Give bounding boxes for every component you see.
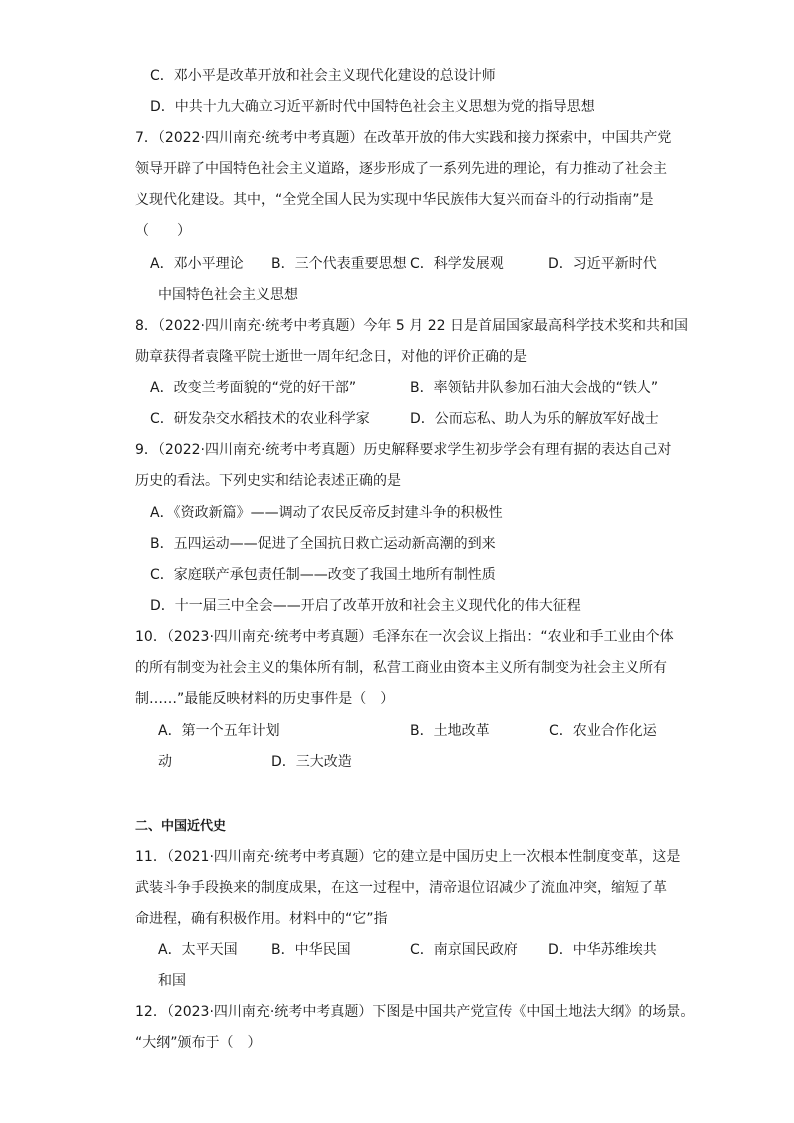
q10-option-d: D．三大改造 [271, 754, 352, 770]
q10-option-b: B．土地改革 [410, 723, 490, 739]
q11-option-d-continued: 和国 [158, 973, 186, 989]
section-heading-modern-history: 二、中国近代史 [135, 819, 227, 834]
q7-option-d: D．习近平新时代 [548, 256, 657, 272]
q10-stem-line-1: 10．（2023·四川南充·统考中考真题）毛泽东在一次会议上指出：“农业和手工业由个体 [135, 629, 674, 645]
q7-stem-line-2: 领导开辟了中国特色社会主义道路，逐步形成了一系列先进的理论，有力推动了社会主 [135, 161, 667, 177]
q9-option-a: A．《资政新篇》——调动了农民反帝反封建斗争的积极性 [150, 505, 503, 521]
q11-stem-line-1: 11．（2021·四川南充·统考中考真题）它的建立是中国历史上一次根本性制度变革，这是 [135, 849, 681, 865]
q10-option-a: A．第一个五年计划 [158, 723, 280, 739]
q12-stem-line-2: “大纲”颁布于（ ） [135, 1035, 262, 1051]
q7-stem-line-3: 义现代化建设。其中，“全党全国人民为实现中华民族伟大复兴而奋斗的行动指南”是 [135, 192, 654, 208]
q9-option-c: C．家庭联产承包责任制——改变了我国土地所有制性质 [150, 567, 496, 583]
q11-option-c: C．南京国民政府 [410, 942, 518, 958]
q10-stem-line-2: 的所有制变为社会主义的集体所有制，私营工商业由资本主义所有制变为社会主义所有 [135, 660, 667, 676]
q9-option-d: D．十一届三中全会——开启了改革开放和社会主义现代化的伟大征程 [150, 598, 581, 614]
q9-stem-line-1: 9．（2022·四川南充·统考中考真题）历史解释要求学生初步学会有理有据的表达自己对 [135, 442, 672, 458]
q8-option-b: B．率领钻井队参加石油大会战的“铁人” [410, 380, 659, 396]
q8-stem-line-2: 勋章获得者袁隆平院士逝世一周年纪念日，对他的评价正确的是 [135, 349, 527, 365]
q7-stem-line-4: （ ） [135, 223, 191, 239]
q8-option-c: C．研发杂交水稻技术的农业科学家 [150, 411, 370, 427]
q11-stem-line-3: 命进程，确有积极作用。材料中的“它”指 [135, 911, 388, 927]
q7-stem-line-1: 7．（2022·四川南充·统考中考真题）在改革开放的伟大实践和接力探索中，中国共产党 [135, 130, 672, 146]
prev-option-d: D．中共十九大确立习近平新时代中国特色社会主义思想为党的指导思想 [150, 99, 595, 115]
q11-option-a: A．太平天国 [158, 942, 238, 958]
prev-option-c: C．邓小平是改革开放和社会主义现代化建设的总设计师 [150, 68, 496, 84]
q8-stem-line-1: 8．（2022·四川南充·统考中考真题）今年 5 月 22 日是首届国家最高科学技术奖和共和国 [135, 318, 688, 334]
q10-option-c: C．农业合作化运 [549, 723, 657, 739]
q7-option-c: C．科学发展观 [410, 256, 504, 272]
q7-option-b: B．三个代表重要思想 [271, 256, 407, 272]
q8-option-a: A．改变兰考面貌的“党的好干部” [150, 380, 357, 396]
q9-option-b: B．五四运动——促进了全国抗日救亡运动新高潮的到来 [150, 536, 496, 552]
q10-stem-line-3: 制……”最能反映材料的历史事件是（ ） [135, 691, 395, 707]
q11-option-b: B．中华民国 [271, 942, 351, 958]
q11-option-d: D．中华苏维埃共 [548, 942, 657, 958]
q7-option-a: A．邓小平理论 [150, 256, 244, 272]
q7-option-d-continued: 中国特色社会主义思想 [158, 287, 298, 303]
q12-stem-line-1: 12．（2023·四川南充·统考中考真题）下图是中国共产党宣传《中国土地法大纲》的场景。 [135, 1004, 695, 1020]
q8-option-d: D．公而忘私、助人为乐的解放军好战士 [410, 411, 659, 427]
q9-stem-line-2: 历史的看法。下列史实和结论表述正确的是 [135, 473, 401, 489]
q10-option-c-continued: 动 [158, 754, 172, 770]
q11-stem-line-2: 武装斗争手段换来的制度成果，在这一过程中，清帝退位诏减少了流血冲突，缩短了革 [135, 880, 667, 896]
